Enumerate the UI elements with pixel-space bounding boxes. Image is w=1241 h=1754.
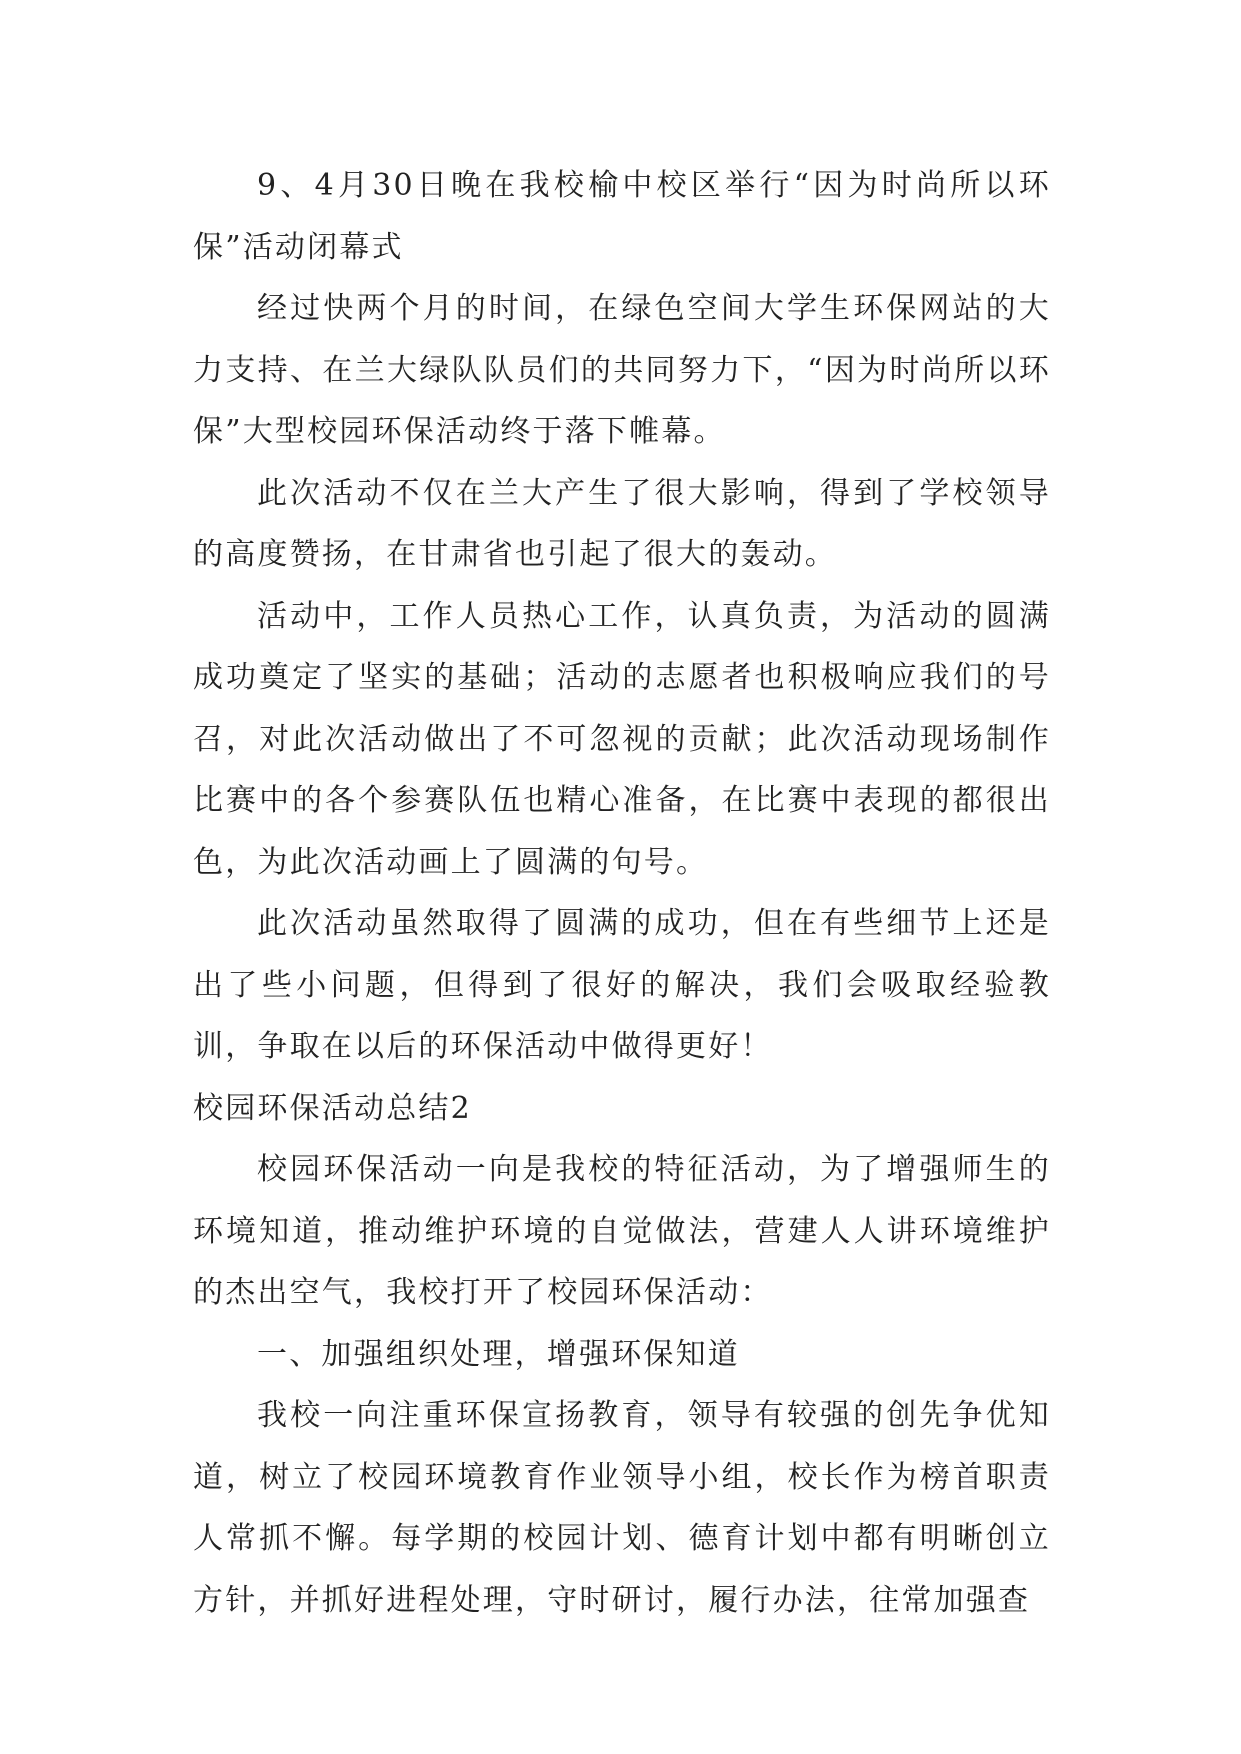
paragraph: 校园环保活动一向是我校的特征活动，为了增强师生的环境知道，推动维护环境的自觉做法，营建人人讲环境维护的杰出空气，我校打开了校园环保活动： [193,1152,1051,1310]
subheading: 一、加强组织处理，增强环保知道 [257,1336,740,1372]
document-body [193,155,1051,1631]
paragraph: 我校一向注重环保宣扬教育，领导有较强的创先争优知道，树立了校园环境教育作业领导小组，校长作为榜首职责人常抓不懈。每学期的校园计划、德育计划中都有明晰创立方针，并抓好进程处理，守时研讨，履行办法，往常加强查 [193,1398,1051,1618]
section-heading: 校园环保活动总结2 [193,1090,472,1126]
paragraph: 9、4月30日晚在我校榆中校区举行“因为时尚所以环保”活动闭幕式 [193,168,1051,265]
paragraph: 此次活动不仅在兰大产生了很大影响，得到了学校领导的高度赞扬，在甘肃省也引起了很大的轰动。 [193,475,1051,572]
paragraph: 经过快两个月的时间，在绿色空间大学生环保网站的大力支持、在兰大绿队队员们的共同努力下，“因为时尚所以环保”大型校园环保活动终于落下帷幕。 [193,291,1051,449]
paragraph: 活动中，工作人员热心工作，认真负责，为活动的圆满成功奠定了坚实的基础；活动的志愿者也积极响应我们的号召，对此次活动做出了不可忽视的贡献；此次活动现场制作比赛中的各个参赛队伍也精心准备，在比赛中表现的都很出色，为此次活动画上了圆满的句号。 [193,598,1051,880]
paragraph: 此次活动虽然取得了圆满的成功，但在有些细节上还是出了些小问题，但得到了很好的解决，我们会吸取经验教训，争取在以后的环保活动中做得更好！ [193,906,1051,1064]
